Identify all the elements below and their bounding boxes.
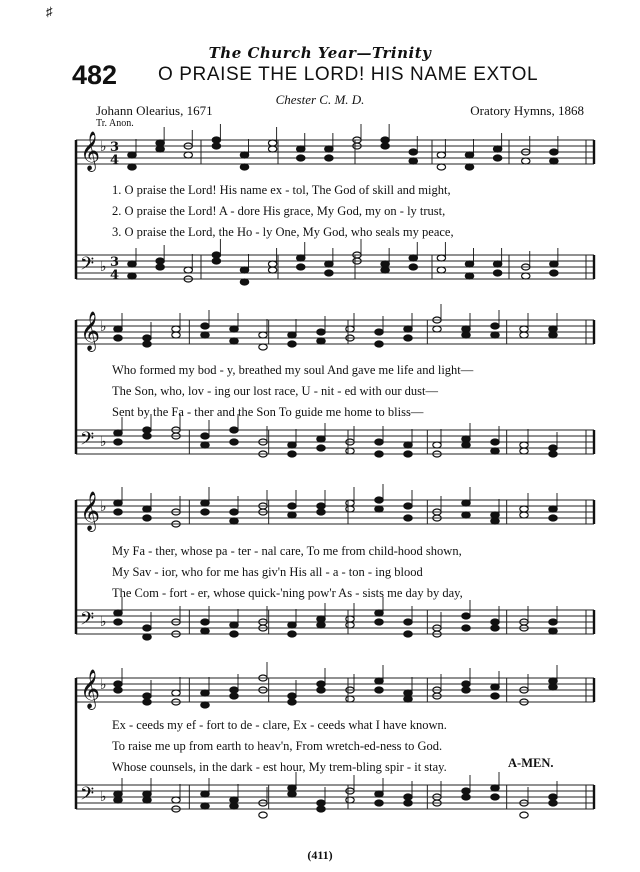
section-heading: The Church Year—Trinity bbox=[208, 44, 432, 62]
note-head bbox=[325, 155, 333, 161]
note-head bbox=[317, 445, 325, 451]
flat-icon: ♭ bbox=[100, 789, 107, 805]
note-head bbox=[375, 678, 383, 684]
note-head bbox=[491, 794, 499, 800]
note-head bbox=[230, 439, 238, 445]
note-head bbox=[549, 628, 557, 634]
note-head bbox=[375, 341, 383, 347]
hymn-number: 482 bbox=[72, 60, 118, 90]
lyric-line: 3. O praise the Lord, the Ho - ly One, My God, who seals my peace, bbox=[112, 225, 454, 239]
note-head bbox=[549, 332, 557, 338]
bass-clef-icon: 𝄢 bbox=[80, 254, 95, 279]
note-head bbox=[143, 335, 151, 341]
note-head bbox=[462, 442, 470, 448]
note-head bbox=[317, 800, 325, 806]
note-head bbox=[259, 332, 267, 338]
note-head bbox=[549, 506, 557, 512]
note-head bbox=[156, 146, 164, 152]
note-head bbox=[462, 687, 470, 693]
note-head bbox=[317, 509, 325, 515]
note-head bbox=[240, 279, 248, 285]
note-head bbox=[549, 619, 557, 625]
text-author: Johann Olearius, 1671 bbox=[96, 103, 213, 118]
note-head bbox=[381, 267, 389, 273]
note-head bbox=[346, 448, 354, 454]
lyric-line: Whose counsels, in the dark - est hour, My trem-bling spir - it stay. bbox=[112, 760, 447, 774]
note-head bbox=[201, 433, 209, 439]
note-head bbox=[465, 261, 473, 267]
note-head bbox=[462, 512, 470, 518]
lyric-line: To raise me up from earth to heav'n, From wretch-ed-ness to God. bbox=[112, 739, 443, 753]
note-head bbox=[172, 332, 180, 338]
note-head bbox=[491, 619, 499, 625]
note-head bbox=[549, 800, 557, 806]
note-head bbox=[143, 797, 151, 803]
note-head bbox=[143, 625, 151, 631]
note-head bbox=[404, 696, 412, 702]
note-head bbox=[317, 687, 325, 693]
note-head bbox=[230, 631, 238, 637]
note-head bbox=[409, 149, 417, 155]
note-head bbox=[381, 143, 389, 149]
tune-name: Chester C. M. D. bbox=[275, 92, 365, 107]
note-head bbox=[114, 687, 122, 693]
note-head bbox=[259, 344, 267, 350]
treble-clef-icon: 𝄞 bbox=[80, 669, 101, 709]
note-head bbox=[462, 794, 470, 800]
note-head bbox=[114, 797, 122, 803]
lyric-line: Sent by the Fa - ther and the Son To guide me home to bliss— bbox=[112, 405, 424, 419]
lyric-line: My Sav - ior, who for me has giv'n His all - a - ton - ing blood bbox=[112, 565, 423, 579]
note-head bbox=[465, 152, 473, 158]
note-head bbox=[114, 326, 122, 332]
note-head bbox=[375, 506, 383, 512]
note-head bbox=[462, 625, 470, 631]
bass-clef-icon: 𝄢 bbox=[80, 784, 95, 809]
lyrics-system-1 bbox=[112, 180, 582, 243]
note-head bbox=[288, 699, 296, 705]
note-head bbox=[493, 261, 501, 267]
note-head bbox=[325, 270, 333, 276]
note-head bbox=[549, 794, 557, 800]
note-head bbox=[201, 803, 209, 809]
note-head bbox=[437, 164, 445, 170]
note-head bbox=[491, 332, 499, 338]
note-head bbox=[212, 252, 220, 258]
lyric-line: The Son, who, lov - ing our lost race, U - nit - ed with our dust— bbox=[112, 384, 438, 398]
note-head bbox=[128, 164, 136, 170]
note-head bbox=[465, 273, 473, 279]
note-head bbox=[346, 616, 354, 622]
note-head bbox=[268, 140, 276, 146]
note-head bbox=[201, 690, 209, 696]
note-head bbox=[230, 687, 238, 693]
note-head bbox=[437, 267, 445, 273]
note-head bbox=[230, 803, 238, 809]
note-head bbox=[128, 152, 136, 158]
lyric-line: Who formed my bod - y, breathed my soul And gave me life and light— bbox=[112, 363, 474, 377]
note-head bbox=[462, 500, 470, 506]
note-head bbox=[462, 681, 470, 687]
note-head bbox=[462, 436, 470, 442]
note-head bbox=[317, 329, 325, 335]
translator: Tr. Anon. bbox=[96, 118, 134, 129]
note-head bbox=[404, 326, 412, 332]
note-head bbox=[230, 693, 238, 699]
note-head bbox=[143, 506, 151, 512]
note-head bbox=[520, 812, 528, 818]
note-head bbox=[520, 506, 528, 512]
note-head bbox=[172, 797, 180, 803]
note-head bbox=[230, 622, 238, 628]
note-head bbox=[230, 427, 238, 433]
note-head bbox=[491, 785, 499, 791]
note-head bbox=[375, 791, 383, 797]
note-head bbox=[317, 436, 325, 442]
note-head bbox=[462, 788, 470, 794]
note-head bbox=[404, 335, 412, 341]
lyric-line: My Fa - ther, whose pa - ter - nal care, To me from child-hood shown, bbox=[112, 544, 462, 558]
note-head bbox=[230, 338, 238, 344]
note-head bbox=[549, 684, 557, 690]
note-head bbox=[143, 515, 151, 521]
note-head bbox=[114, 430, 122, 436]
lyric-line: Ex - ceeds my ef - fort to de - clare, Ex - ceeds what I have known. bbox=[112, 718, 447, 732]
note-head bbox=[375, 497, 383, 503]
note-head bbox=[317, 622, 325, 628]
bass-clef-icon: 𝄢 bbox=[80, 429, 95, 454]
note-head bbox=[520, 442, 528, 448]
note-head bbox=[156, 140, 164, 146]
amen-label: A-MEN. bbox=[508, 756, 554, 770]
note-head bbox=[128, 261, 136, 267]
note-head bbox=[143, 791, 151, 797]
note-head bbox=[288, 451, 296, 457]
note-head bbox=[522, 273, 530, 279]
note-head bbox=[143, 693, 151, 699]
note-head bbox=[297, 146, 305, 152]
note-head bbox=[491, 439, 499, 445]
note-head bbox=[375, 451, 383, 457]
treble-clef-icon: 𝄞 bbox=[80, 311, 101, 351]
note-head bbox=[520, 448, 528, 454]
note-head bbox=[491, 693, 499, 699]
time-signature-numerator: 3 bbox=[110, 140, 120, 155]
note-head bbox=[288, 785, 296, 791]
note-head bbox=[491, 625, 499, 631]
note-head bbox=[288, 332, 296, 338]
note-head bbox=[201, 628, 209, 634]
note-head bbox=[325, 146, 333, 152]
note-head bbox=[156, 258, 164, 264]
note-head bbox=[317, 616, 325, 622]
lyric-line: The Com - fort - er, whose quick-'ning pow'r As - sists me day by day, bbox=[112, 586, 463, 600]
note-head bbox=[493, 155, 501, 161]
note-head bbox=[240, 152, 248, 158]
note-head bbox=[325, 261, 333, 267]
note-head bbox=[404, 794, 412, 800]
note-head bbox=[462, 613, 470, 619]
note-head bbox=[433, 326, 441, 332]
note-head bbox=[549, 445, 557, 451]
note-head bbox=[375, 610, 383, 616]
note-head bbox=[404, 515, 412, 521]
note-head bbox=[143, 427, 151, 433]
note-head bbox=[404, 690, 412, 696]
note-head bbox=[288, 442, 296, 448]
note-head bbox=[462, 326, 470, 332]
note-head bbox=[156, 264, 164, 270]
note-head bbox=[114, 681, 122, 687]
note-head bbox=[288, 512, 296, 518]
note-head bbox=[114, 509, 122, 515]
note-head bbox=[201, 509, 209, 515]
note-head bbox=[259, 812, 267, 818]
note-head bbox=[409, 158, 417, 164]
flat-icon: ♭ bbox=[100, 259, 107, 275]
note-head bbox=[201, 442, 209, 448]
note-head bbox=[493, 146, 501, 152]
note-head bbox=[128, 273, 136, 279]
note-head bbox=[346, 797, 354, 803]
note-head bbox=[143, 341, 151, 347]
note-head bbox=[549, 326, 557, 332]
note-head bbox=[404, 800, 412, 806]
note-head bbox=[375, 439, 383, 445]
note-head bbox=[375, 800, 383, 806]
note-head bbox=[462, 332, 470, 338]
note-head bbox=[491, 323, 499, 329]
note-head bbox=[346, 622, 354, 628]
note-head bbox=[437, 255, 445, 261]
note-head bbox=[297, 264, 305, 270]
note-head bbox=[381, 261, 389, 267]
note-head bbox=[212, 137, 220, 143]
note-head bbox=[268, 261, 276, 267]
note-head bbox=[491, 448, 499, 454]
time-signature-denominator: 4 bbox=[110, 268, 120, 283]
note-head bbox=[404, 503, 412, 509]
note-head bbox=[346, 696, 354, 702]
note-head bbox=[409, 264, 417, 270]
note-head bbox=[268, 267, 276, 273]
note-head bbox=[375, 329, 383, 335]
note-head bbox=[114, 619, 122, 625]
lyrics-system-2 bbox=[112, 360, 582, 423]
note-head bbox=[550, 158, 558, 164]
note-head bbox=[520, 332, 528, 338]
flat-icon: ♭ bbox=[100, 677, 107, 693]
flat-icon: ♭ bbox=[100, 499, 107, 515]
note-head bbox=[268, 146, 276, 152]
note-head bbox=[184, 267, 192, 273]
note-head bbox=[114, 610, 122, 616]
note-head bbox=[201, 791, 209, 797]
note-head bbox=[404, 442, 412, 448]
lyric-line: 2. O praise the Lord! A - dore His grace, My God, my on - ly trust, bbox=[112, 204, 446, 218]
time-signature-numerator: 3 bbox=[110, 255, 120, 270]
note-head bbox=[375, 619, 383, 625]
note-head bbox=[288, 791, 296, 797]
note-head bbox=[404, 619, 412, 625]
note-head bbox=[317, 503, 325, 509]
note-head bbox=[437, 152, 445, 158]
bass-clef-icon: 𝄢 bbox=[80, 609, 95, 634]
note-head bbox=[491, 512, 499, 518]
note-head bbox=[493, 270, 501, 276]
note-head bbox=[346, 506, 354, 512]
note-head bbox=[230, 518, 238, 524]
note-head bbox=[317, 806, 325, 812]
note-head bbox=[172, 326, 180, 332]
note-head bbox=[409, 255, 417, 261]
note-head bbox=[288, 503, 296, 509]
note-head bbox=[550, 149, 558, 155]
note-head bbox=[184, 152, 192, 158]
note-head bbox=[114, 791, 122, 797]
note-head bbox=[201, 702, 209, 708]
treble-clef-icon: 𝄞 bbox=[80, 131, 101, 171]
note-head bbox=[230, 509, 238, 515]
note-head bbox=[346, 326, 354, 332]
note-head bbox=[433, 442, 441, 448]
note-head bbox=[491, 684, 499, 690]
time-signature-denominator: 4 bbox=[110, 153, 120, 168]
note-head bbox=[550, 270, 558, 276]
music-source: Oratory Hymns, 1868 bbox=[470, 103, 584, 118]
lyric-line: 1. O praise the Lord! His name ex - tol, The God of skill and might, bbox=[112, 183, 451, 197]
note-head bbox=[297, 255, 305, 261]
note-head bbox=[143, 433, 151, 439]
treble-clef-icon: 𝄞 bbox=[80, 491, 101, 531]
note-head bbox=[240, 267, 248, 273]
note-head bbox=[491, 518, 499, 524]
note-head bbox=[375, 687, 383, 693]
note-head bbox=[404, 451, 412, 457]
note-head bbox=[317, 681, 325, 687]
note-head bbox=[288, 693, 296, 699]
note-head bbox=[520, 326, 528, 332]
note-head bbox=[212, 143, 220, 149]
note-head bbox=[172, 690, 180, 696]
note-head bbox=[230, 797, 238, 803]
note-head bbox=[465, 164, 473, 170]
flat-icon: ♭ bbox=[100, 319, 107, 335]
note-head bbox=[297, 155, 305, 161]
note-head bbox=[143, 634, 151, 640]
note-head bbox=[550, 261, 558, 267]
note-head bbox=[114, 500, 122, 506]
note-head bbox=[549, 451, 557, 457]
note-head bbox=[201, 619, 209, 625]
note-head bbox=[201, 332, 209, 338]
flat-icon: ♭ bbox=[100, 434, 107, 450]
page-number: (411) bbox=[307, 848, 333, 862]
note-head bbox=[317, 338, 325, 344]
note-head bbox=[230, 326, 238, 332]
note-head bbox=[288, 341, 296, 347]
note-head bbox=[240, 164, 248, 170]
note-head bbox=[201, 323, 209, 329]
corner-mark: ♯ bbox=[46, 4, 53, 19]
note-head bbox=[201, 500, 209, 506]
note-head bbox=[346, 500, 354, 506]
note-head bbox=[143, 699, 151, 705]
note-head bbox=[522, 158, 530, 164]
note-head bbox=[114, 439, 122, 445]
flat-icon: ♭ bbox=[100, 139, 107, 155]
note-head bbox=[404, 631, 412, 637]
note-head bbox=[549, 515, 557, 521]
lyrics-system-3 bbox=[112, 541, 582, 604]
note-head bbox=[520, 512, 528, 518]
note-head bbox=[114, 335, 122, 341]
flat-icon: ♭ bbox=[100, 614, 107, 630]
note-head bbox=[381, 137, 389, 143]
note-head bbox=[288, 622, 296, 628]
hymn-title: O PRAISE THE LORD! HIS NAME EXTOL bbox=[158, 64, 539, 85]
note-head bbox=[288, 631, 296, 637]
note-head bbox=[549, 678, 557, 684]
note-head bbox=[212, 258, 220, 264]
